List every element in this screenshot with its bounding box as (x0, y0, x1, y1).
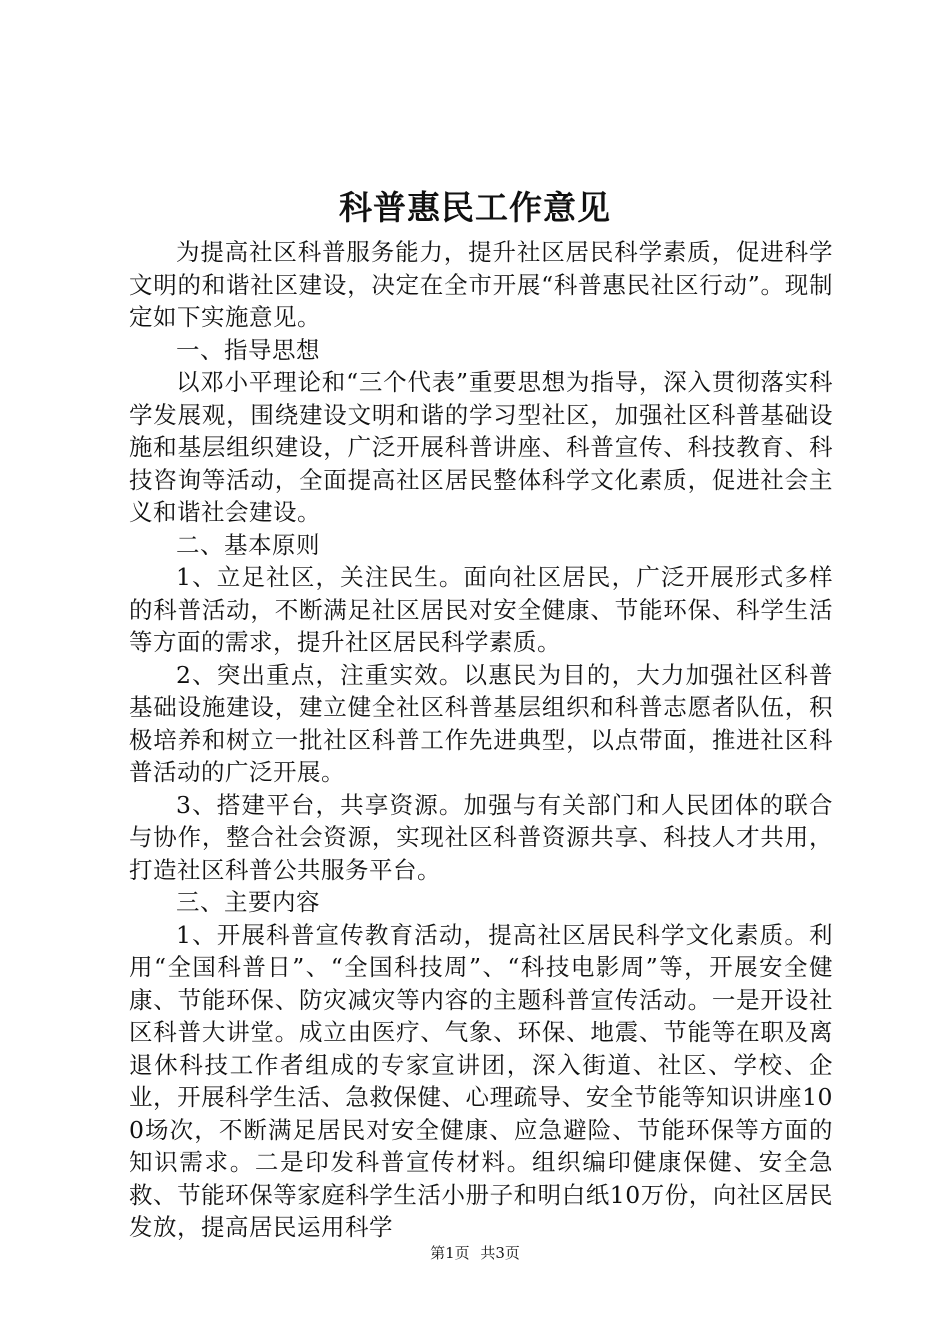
section-heading-principles: 二、基本原则 (176, 530, 320, 559)
section-heading-content: 三、主要内容 (176, 888, 320, 916)
body-paragraph: 1、立足社区，关注民生。面向社区居民，广泛开展形式多样的科普活动，不断满足社区居民对安全健康、节能环保、科学生活等方面的需求，提升社区居民科学素质。 (129, 563, 833, 656)
page-total: 共3页 (480, 1244, 520, 1262)
intro-paragraph: 为提高社区科普服务能力，提升社区居民科学素质，促进科学文明的和谐社区建设，决定在全市开展“科普惠民社区行动”。现制定如下实施意见。 (129, 238, 833, 331)
body-paragraph: 3、搭建平台，共享资源。加强与有关部门和人民团体的联合与协作，整合社会资源，实现社区科普资源共享、科技人才共用，打造社区科普公共服务平台。 (129, 790, 833, 884)
page-number: 第1页 (430, 1244, 470, 1262)
body-paragraph: 1、开展科普宣传教育活动，提高社区居民科学文化素质。利用“全国科普日”、“全国科技周”、“科技电影周”等，开展安全健康、节能环保、防灾减灾等内容的主题科普宣传活动。一是开设社区科普大讲堂。成立由医疗、气象、环保、地震、节能等在职及离退休科技工作者组成的专家宣讲团，深入街道、社区、学校、企业，开展科学生活、急救保健、心理疏导、安全节能等知识讲座100场次，不断满足居民对安全健康、应急避险、节能环保等方面的知识需求。二是印发科普宣传材料。组织编印健康保健、安全急救、节能环保等家庭科学生活小册子和明白纸10万份，向社区居民发放，提高居民运用科学 (129, 920, 833, 1241)
page-footer (0, 1243, 950, 1263)
body-paragraph: 2、突出重点，注重实效。以惠民为目的，大力加强社区科普基础设施建设，建立健全社区科普基层组织和科普志愿者队伍，积极培养和树立一批社区科普工作先进典型，以点带面，推进社区科普活动的广泛开展。 (129, 660, 833, 786)
document-body (129, 236, 833, 1244)
section-heading-guiding: 一、指导思想 (176, 335, 320, 364)
document-title: 科普惠民工作意见 (339, 188, 611, 227)
body-paragraph: 以邓小平理论和“三个代表”重要思想为指导，深入贯彻落实科学发展观，围绕建设文明和谐的学习型社区，加强社区科普基础设施和基层组织建设，广泛开展科普讲座、科普宣传、科技教育、科技咨询等活动，全面提高社区居民整体科学文化素质，促进社会主义和谐社会建设。 (129, 368, 833, 526)
